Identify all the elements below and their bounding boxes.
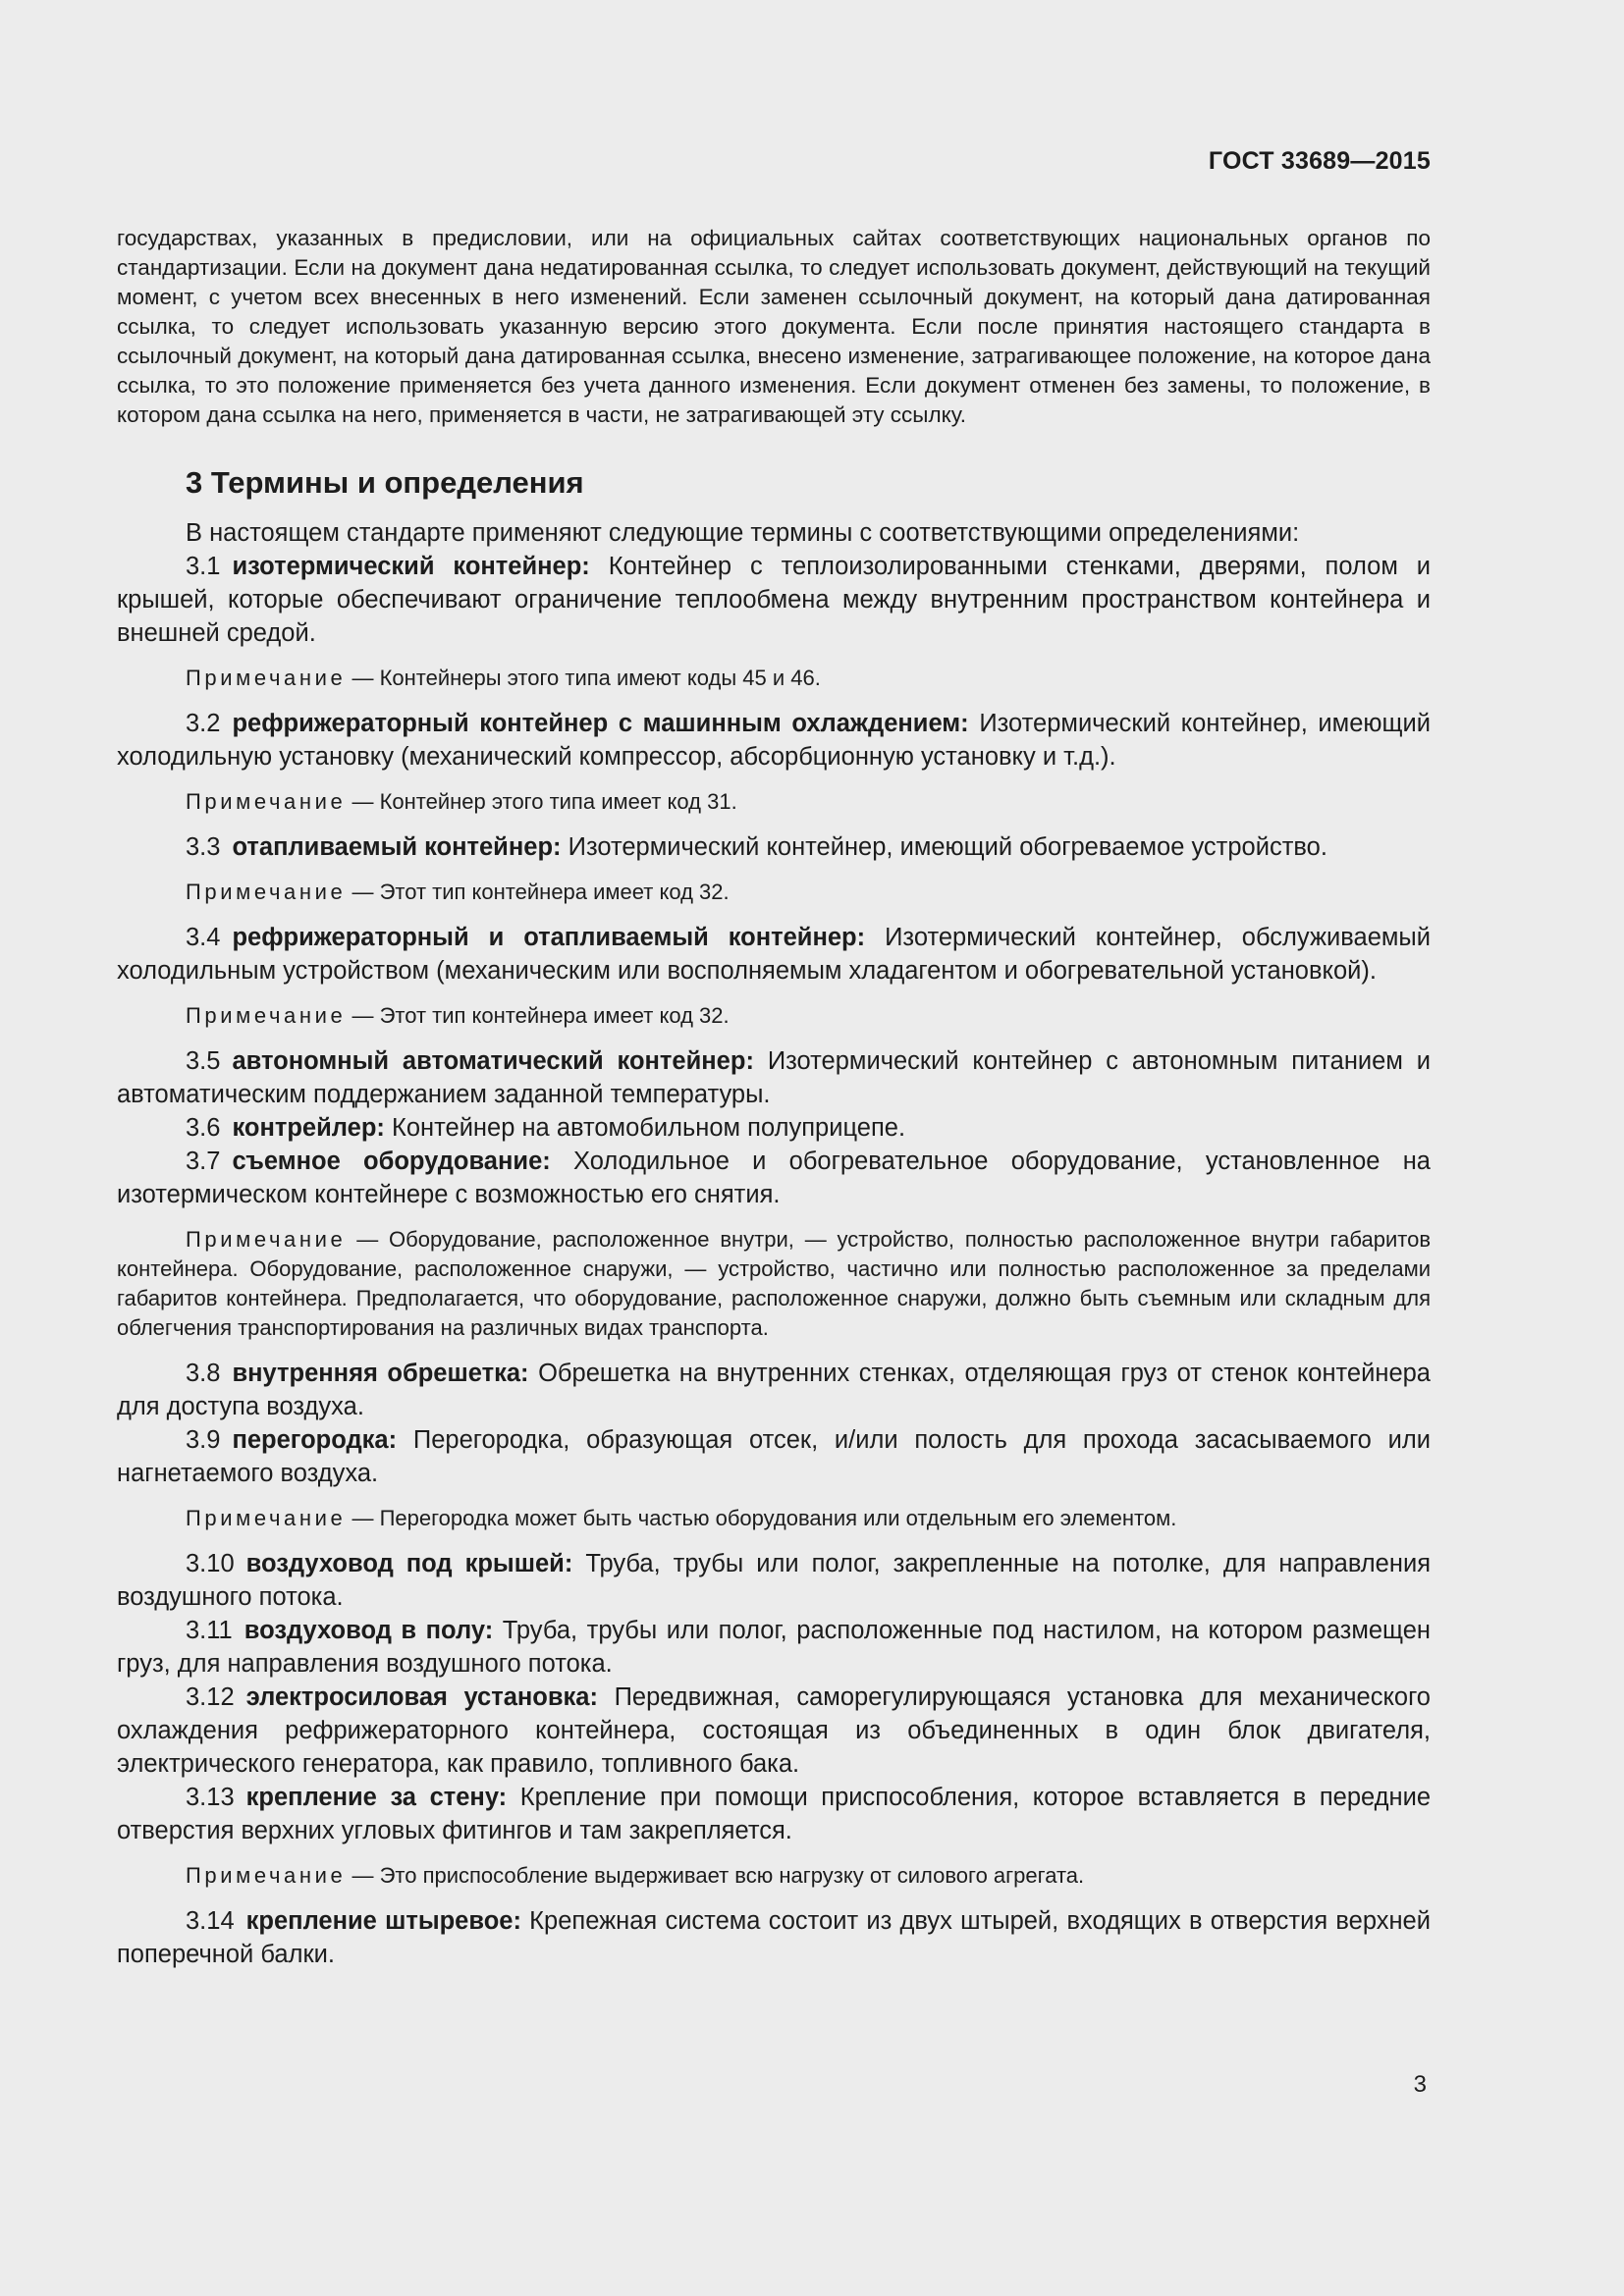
- note-text: — Это приспособление выдерживает всю нагрузку от силового агрегата.: [352, 1863, 1085, 1888]
- standard-code-header: ГОСТ 33689—2015: [1208, 147, 1431, 175]
- term-definition: Изотермический контейнер, обслуживаемый холодильным устройством (механическим или восполняемым хладагентом и обогревательной установкой).: [117, 924, 1431, 985]
- term-definition: Перегородка, образующая отсек, и/или полость для прохода засасываемого или нагнетаемого воздуха.: [117, 1426, 1431, 1487]
- term-entry: [117, 1681, 1431, 1781]
- note-label: Примечание: [186, 1863, 347, 1888]
- note-text: — Этот тип контейнера имеет код 32.: [352, 1003, 730, 1028]
- term-number: 3.2: [186, 710, 221, 737]
- term-definition: Крепежная система состоит из двух штырей, входящих в отверстия верхней поперечной балки.: [117, 1907, 1431, 1968]
- term-number: 3.1: [186, 553, 221, 580]
- term-number: 3.10: [186, 1550, 235, 1577]
- term-entry: [117, 1781, 1431, 1847]
- note-text: — Этот тип контейнера имеет код 32.: [352, 880, 730, 904]
- term-number: 3.9: [186, 1426, 221, 1454]
- term-note: [117, 664, 1431, 693]
- term-name: рефрижераторный и отапливаемый контейнер:: [232, 924, 866, 951]
- term-number: 3.11: [186, 1617, 233, 1644]
- term-definition: Изотермический контейнер с автономным питанием и автоматическим поддержанием заданной температуры.: [117, 1047, 1431, 1108]
- term-note: [117, 1861, 1431, 1891]
- term-definition: Обрешетка на внутренних стенках, отделяющая груз от стенок контейнера для доступа воздуха.: [117, 1360, 1431, 1420]
- term-name: воздуховод в полу:: [244, 1617, 494, 1644]
- term-entry: [117, 707, 1431, 774]
- term-name: контрейлер:: [232, 1114, 385, 1142]
- note-label: Примечание: [186, 1003, 347, 1028]
- term-note: [117, 1001, 1431, 1031]
- term-number: 3.8: [186, 1360, 221, 1387]
- term-entry: [117, 550, 1431, 650]
- note-label: Примечание: [186, 1506, 347, 1530]
- term-definition: Труба, трубы или полог, закрепленные на потолке, для направления воздушного потока.: [117, 1550, 1431, 1611]
- term-definition: Изотермический контейнер, имеющий холодильную установку (механический компрессор, абсорбционную установку и т.д.).: [117, 710, 1431, 771]
- term-entry: [117, 1547, 1431, 1614]
- note-text: — Оборудование, расположенное внутри, — устройство, полностью расположенное внутри габаритов контейнера. Оборудование, расположенное снаружи, — устройство, частично или полностью расположенное за пределами габаритов контейнера. Предполагается, что оборудование, расположенное снаружи, должно быть съемным или складным для облегчения транспортирования на различных видах транспорта.: [117, 1227, 1432, 1340]
- term-name: электросиловая установка:: [245, 1683, 598, 1711]
- term-definition: Контейнер на автомобильном полуприцепе.: [392, 1114, 906, 1142]
- term-number: 3.14: [186, 1907, 235, 1935]
- term-number: 3.3: [186, 833, 221, 861]
- term-number: 3.12: [186, 1683, 235, 1711]
- term-entry: [117, 1423, 1431, 1490]
- term-number: 3.7: [186, 1148, 221, 1175]
- term-note: [117, 1225, 1431, 1343]
- term-name: перегородка:: [232, 1426, 398, 1454]
- note-label: Примечание: [186, 666, 347, 690]
- term-note: [117, 878, 1431, 907]
- term-entry: [117, 1904, 1431, 1971]
- term-definition: Контейнер с теплоизолированными стенками, дверями, полом и крышей, которые обеспечивают ограничение теплообмена между внутренним пространством контейнера и внешней средой.: [117, 553, 1432, 647]
- term-definition: Крепление при помощи приспособления, которое вставляется в передние отверстия верхних угловых фитингов и там закрепляется.: [117, 1784, 1432, 1844]
- term-name: внутренняя обрешетка:: [232, 1360, 529, 1387]
- note-label: Примечание: [186, 880, 347, 904]
- term-definition: Труба, трубы или полог, расположенные под настилом, на котором размещен груз, для направления воздушного потока.: [117, 1617, 1431, 1678]
- term-number: 3.4: [186, 924, 221, 951]
- page-content: [117, 224, 1431, 1971]
- note-text: — Контейнеры этого типа имеют коды 45 и 46.: [352, 666, 821, 690]
- term-note: [117, 1504, 1431, 1533]
- term-entry: [117, 1357, 1431, 1423]
- term-name: отапливаемый контейнер:: [232, 833, 562, 861]
- term-name: съемное оборудование:: [232, 1148, 551, 1175]
- term-entry: [117, 1614, 1431, 1681]
- term-name: рефрижераторный контейнер с машинным охлаждением:: [232, 710, 969, 737]
- term-definition: Передвижная, саморегулирующаяся установка для механического охлаждения рефрижераторного контейнера, состоящая из объединенных в один блок двигателя, электрического генератора, как правило, топливного бака.: [117, 1683, 1431, 1778]
- term-name: воздуховод под крышей:: [245, 1550, 573, 1577]
- term-name: крепление штыревое:: [245, 1907, 521, 1935]
- term-definition: Изотермический контейнер, имеющий обогреваемое устройство.: [568, 833, 1327, 861]
- term-entry: [117, 1145, 1431, 1211]
- note-text: — Контейнер этого типа имеет код 31.: [352, 789, 737, 814]
- term-entry: [117, 830, 1431, 864]
- term-name: автономный автоматический контейнер:: [232, 1047, 754, 1075]
- term-number: 3.13: [186, 1784, 235, 1811]
- term-entry: [117, 1111, 1431, 1145]
- term-entry: [117, 921, 1431, 988]
- term-entry: [117, 1044, 1431, 1111]
- note-label: Примечание: [186, 789, 347, 814]
- term-note: [117, 787, 1431, 817]
- term-name: крепление за стену:: [245, 1784, 508, 1811]
- section-lead: В настоящем стандарте применяют следующие термины с соответствующими определениями:: [186, 519, 1300, 547]
- note-label: Примечание: [186, 1227, 347, 1252]
- term-definition: Холодильное и обогревательное оборудование, установленное на изотермическом контейнере с возможностью его снятия.: [117, 1148, 1431, 1208]
- note-text: — Перегородка может быть частью оборудования или отдельным его элементом.: [352, 1506, 1177, 1530]
- page-number: 3: [1413, 2071, 1427, 2098]
- term-number: 3.6: [186, 1114, 221, 1142]
- term-number: 3.5: [186, 1047, 221, 1075]
- section-title: 3 Термины и определения: [186, 465, 584, 500]
- intro-paragraph: государствах, указанных в предисловии, или на официальных сайтах соответствующих национальных органов по стандартизации. Если на документ дана недатированная ссылка, то следует использовать документ, действующий на текущий момент, с учетом всех внесенных в него изменений. Если заменен ссылочный документ, на который дана датированная ссылка, то следует использовать указанную версию этого документа. Если после принятия настоящего стандарта в ссылочный документ, на который дана датированная ссылка, внесено изменение, затрагивающее положение, на которое дана ссылка, то это положение применяется без учета данного изменения. Если документ отменен без замены, то положение, в котором дана ссылка на него, применяется в части, не затрагивающей эту ссылку.: [117, 226, 1431, 427]
- term-name: изотермический контейнер:: [232, 553, 590, 580]
- terms-list: [117, 550, 1431, 1971]
